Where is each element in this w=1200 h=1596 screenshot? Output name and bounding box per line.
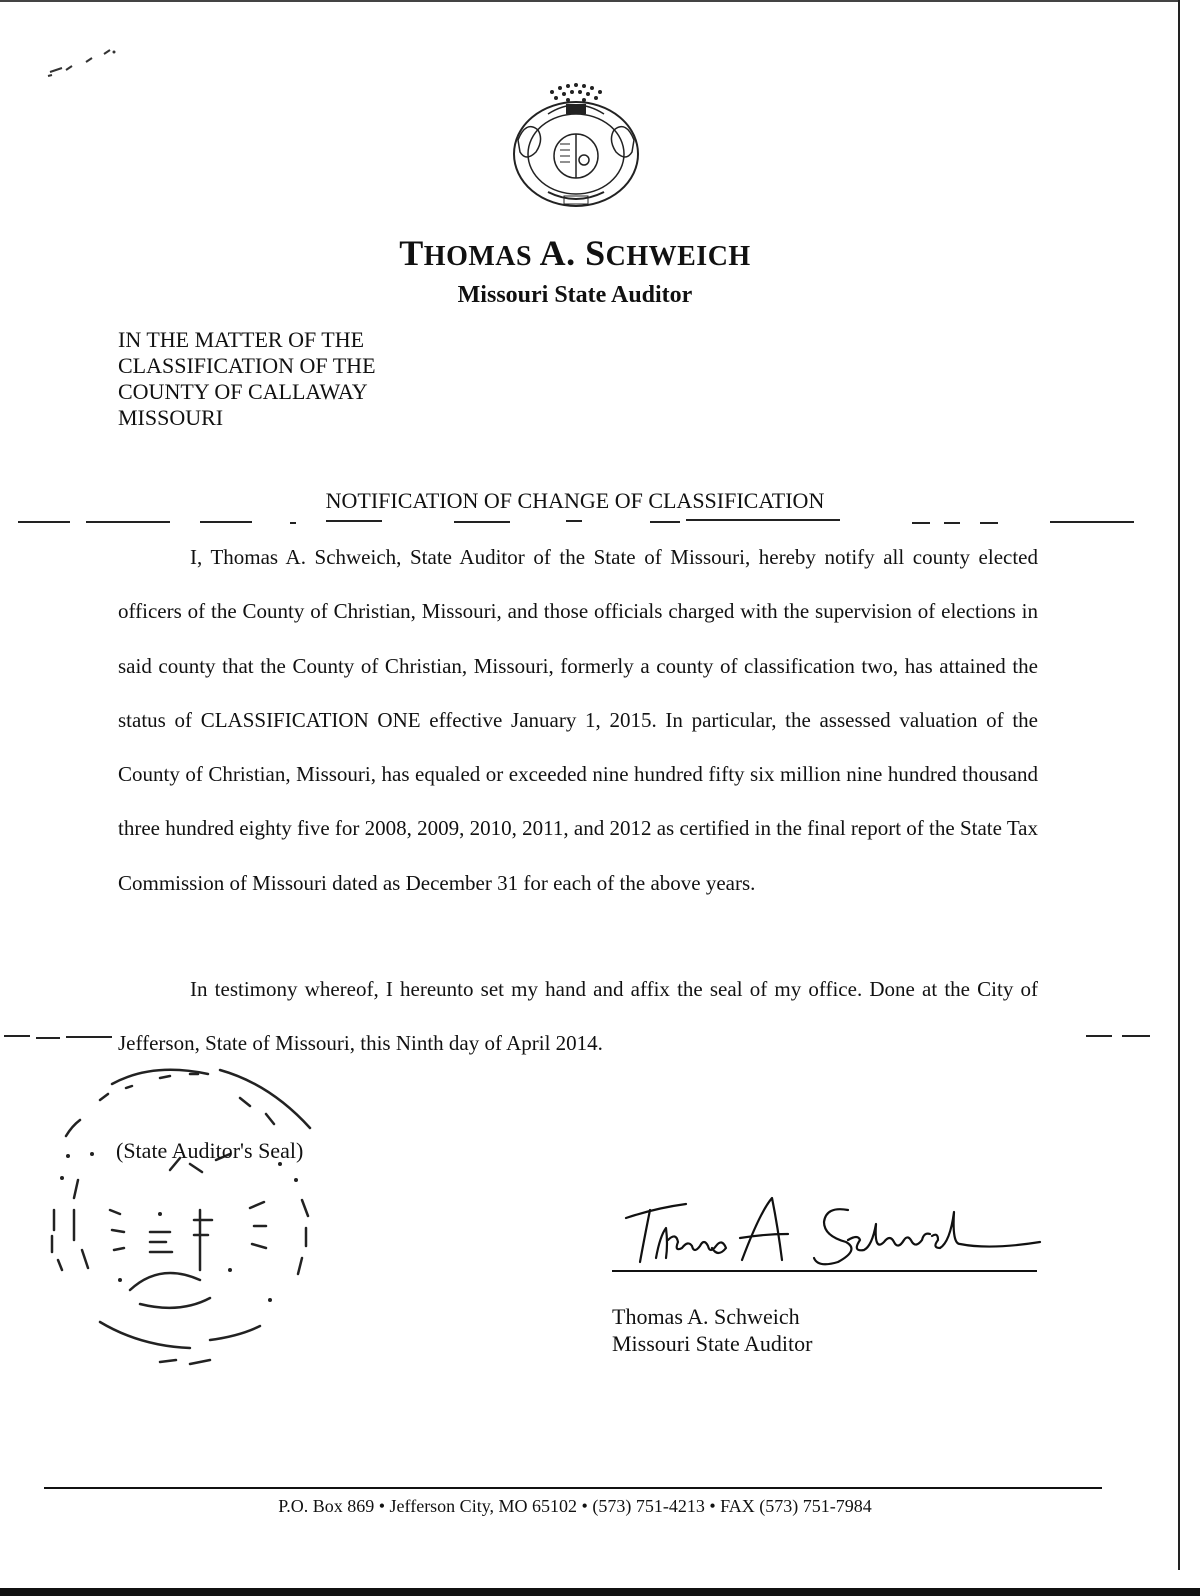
matter-line: IN THE MATTER OF THE [118,327,365,352]
page-border-top [0,0,1180,2]
matter-line: CLASSIFICATION OF THE [118,353,376,378]
footer-contact: P.O. Box 869 • Jefferson City, MO 65102 • (573) 751-4213 • FAX (573) 751-7984 [278,1496,872,1516]
body-paragraph-1: I, Thomas A. Schweich, State Auditor of the State of Missouri, hereby notify all county elected officers of the County of Christian, Missouri, and those officials charged with the supervision of elections in said county that the County of Christian, Missouri, formerly a county of classification two, has attained the status of CLASSIFICATION ONE effective January 1, 2015. In particular, the assessed valuation of the County of Christian, Missouri, has equaled or exceeded nine hundred fifty six million nine hundred thousand three hundred eighty five for 2008, 2009, 2010, 2011, and 2012 as certified in the final report of the State Tax Commission of Missouri dated as December 31 for each of the above years. [118,545,1038,895]
page-border-right [1178,0,1180,1570]
seal-caption: (State Auditor's Seal) [116,1138,304,1163]
header-auditor-name: THOMAS A. SCHWEICH [399,233,751,273]
header-auditor-title: Missouri State Auditor [457,282,693,308]
matter-caption [118,327,376,431]
matter-line: COUNTY OF CALLAWAY [118,379,368,404]
state-auditor-seal-icon [40,1060,340,1370]
handwritten-signature [612,1188,1042,1278]
matter-line: MISSOURI [118,405,224,430]
signer-name: Thomas A. Schweich [612,1304,800,1329]
scan-dash-line [0,1030,1170,1044]
page-border-bottom [0,1588,1200,1596]
signer-title: Missouri State Auditor [612,1331,813,1356]
body-paragraph-2: In testimony whereof, I hereunto set my hand and affix the seal of my office. Done at the City of Jefferson, State of Missouri, this Ninth day of April 2014. [118,977,1038,1056]
signature-line [612,1270,1037,1272]
document-heading: NOTIFICATION OF CHANGE OF CLASSIFICATION [325,488,825,513]
footer-rule [44,1487,1102,1489]
missouri-state-seal-icon [508,80,644,212]
scan-dash-line [0,514,1170,528]
scan-specks [40,40,130,90]
